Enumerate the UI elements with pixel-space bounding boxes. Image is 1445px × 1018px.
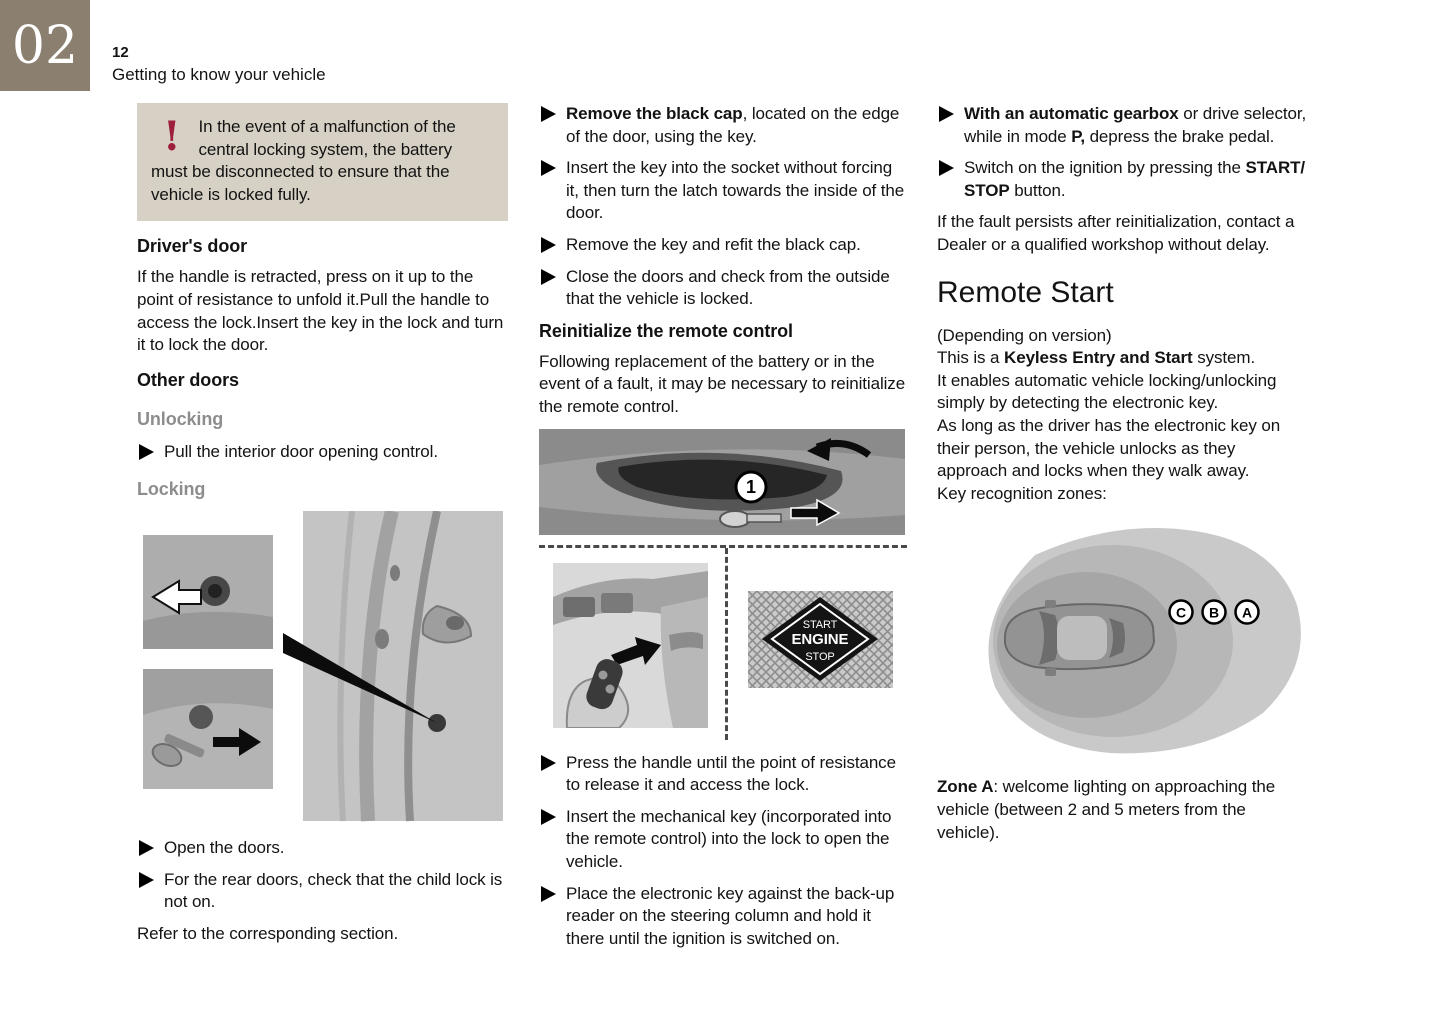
bullet-press-handle: [539, 752, 907, 797]
keyless-body-1: It enables automatic vehicle locking/unlocking simply by detecting the electronic key.: [937, 370, 1277, 413]
page-number: 12: [112, 44, 129, 61]
bullet-rest-text: , located on the edge of the door, using the key.: [566, 104, 900, 146]
column-left: [137, 103, 508, 956]
bullet-text: [964, 157, 1307, 202]
start-label: START: [802, 618, 838, 631]
start-stop-illustration: [748, 591, 893, 688]
bullet-arrow-icon: [139, 444, 154, 460]
zone-a-note-bold: Zone A: [937, 777, 994, 797]
bullet-automatic-gearbox: [937, 103, 1307, 148]
subheading-locking: Locking: [137, 479, 206, 500]
bullet-rest-text: button.: [1009, 180, 1066, 200]
door-lock-figure: [137, 511, 508, 823]
bullet-arrow-icon: [541, 755, 556, 771]
zone-a-label: [1236, 601, 1259, 624]
zone-b-label: [1203, 601, 1226, 624]
bullet-rest-text: or drive selector, while in mode: [964, 104, 1307, 146]
bullet-arrow-icon: [541, 886, 556, 902]
bullet-arrow-icon: [541, 106, 556, 122]
bullet-arrow-icon: [939, 160, 954, 176]
stop-label: STOP: [805, 650, 835, 663]
bullet-text: Open the doors.: [164, 838, 285, 858]
bullet-text: For the rear doors, check that the child lock is not on.: [164, 869, 503, 912]
bullet-rest-text: Switch on the ignition by pressing the: [964, 158, 1246, 178]
bullet-rest-text: depress the brake pedal.: [1084, 126, 1275, 146]
reinit-left-panel: [539, 548, 725, 740]
bullet-place-electronic-key: [539, 883, 907, 951]
key-reader-figure: [553, 563, 717, 728]
bullet-remove-black-cap: [539, 103, 907, 148]
key-zones-illustration: [975, 515, 1305, 760]
bullet-text: Place the electronic key against the back-up reader on the steering column and hold it there until the ignition is switched on.: [566, 883, 895, 948]
heading-remote-start: Remote Start: [937, 275, 1114, 309]
zone-a-note-rest: : welcome lighting on approaching the vehicle (between 2 and 5 meters from the vehicle).: [937, 777, 1276, 842]
bullet-arrow-icon: [541, 809, 556, 825]
zone-c-label: [1170, 601, 1193, 624]
svg-text:C: C: [1175, 604, 1187, 621]
fault-paragraph: If the fault persists after reinitialization, contact a Dealer or a qualified workshop without delay.: [937, 212, 1295, 255]
keyless-body-2: As long as the driver has the electronic key on their person, the vehicle unlocks as they approach and locks when they walk away.: [937, 415, 1281, 481]
intro-text: This is a: [937, 348, 1005, 368]
bullet-arrow-icon: [541, 237, 556, 253]
keyless-intro: [937, 347, 1307, 370]
bullet-close-doors: [539, 266, 907, 311]
refer-note: Refer to the corresponding section.: [137, 924, 399, 944]
bullet-open-doors: [137, 837, 508, 860]
bullet-switch-ignition: [937, 157, 1307, 202]
heading-drivers-door: Driver's door: [137, 236, 248, 257]
key-lock-image: [143, 669, 273, 789]
bullet-text: Press the handle until the point of resistance to release it and access the lock.: [566, 752, 896, 795]
start-stop-button-figure: [748, 591, 907, 688]
section-title: Getting to know your vehicle: [112, 65, 326, 84]
drivers-door-paragraph: If the handle is retracted, press on it up to the point of resistance to unfold it.Pull the handle to access the lock.Insert the key in the lock and turn it to lock the door.: [137, 267, 504, 355]
bullet-insert-mechanical-key: [539, 806, 907, 874]
bullet-text: Insert the key into the socket without forcing it, then turn the latch towards the inside of the door.: [566, 158, 905, 223]
door-handle-illustration: [539, 429, 905, 535]
engine-label: ENGINE: [791, 630, 849, 648]
bullet-bold-text: START/ STOP: [964, 158, 1306, 200]
chapter-tab: [0, 0, 90, 91]
bullet-text: [964, 103, 1307, 148]
intro-text: system.: [1192, 348, 1256, 368]
subheading-unlocking: Unlocking: [137, 408, 224, 429]
zone-a-note: [937, 776, 1307, 844]
svg-text:A: A: [1241, 604, 1253, 621]
intro-bold-text: Keyless Entry and Start: [1004, 348, 1193, 368]
figure-step-marker: [736, 472, 766, 502]
bullet-arrow-icon: [939, 106, 954, 122]
warning-exclamation-icon: !: [163, 113, 181, 160]
key-reader-illustration: [553, 563, 708, 728]
bullet-arrow-icon: [541, 160, 556, 176]
bullet-arrow-icon: [139, 840, 154, 856]
key-zones-figure: [975, 515, 1307, 760]
bullet-bold-text: P,: [1071, 126, 1085, 146]
bullet-bold-text: Remove the black cap: [566, 104, 743, 123]
warning-text: In the event of a malfunction of the central locking system, the battery must be disconnected to ensure that the vehicle is locked fully.: [151, 117, 456, 204]
svg-text:B: B: [1208, 604, 1220, 621]
reinitialize-paragraph: Following replacement of the battery or in the event of a fault, it may be necessary to reinitialize the remote control.: [539, 351, 906, 417]
lock-knob-image: [143, 535, 273, 649]
column-right: [937, 103, 1307, 844]
bullet-arrow-icon: [139, 872, 154, 888]
column-middle: [539, 103, 907, 960]
bullet-child-lock: [137, 869, 508, 914]
figure-step-number: 1: [746, 476, 756, 497]
bullet-bold-text: With an automatic gearbox: [964, 104, 1179, 123]
reinit-right-panel: [725, 548, 907, 740]
version-note: (Depending on version): [937, 325, 1112, 345]
bullet-text: Close the doors and check from the outside that the vehicle is locked.: [566, 266, 890, 309]
bullet-text: Pull the interior door opening control.: [164, 441, 438, 461]
bullet-text: Insert the mechanical key (incorporated into the remote control) into the lock to open the vehicle.: [566, 806, 892, 872]
keyless-body-3: Key recognition zones:: [937, 483, 1107, 503]
bullet-insert-key: [539, 157, 907, 225]
bullet-text: [566, 103, 907, 148]
bullet-text: Remove the key and refit the black cap.: [566, 235, 861, 255]
warning-box: [137, 103, 508, 221]
door-handle-figure: [539, 429, 907, 535]
bullet-pull-interior-control: [137, 441, 508, 464]
bullet-arrow-icon: [541, 269, 556, 285]
heading-other-doors: Other doors: [137, 369, 239, 390]
chapter-number: 02: [11, 15, 79, 76]
reinit-figure-panel: [539, 545, 907, 740]
door-lock-illustration: [137, 511, 503, 823]
bullet-remove-key: [539, 234, 907, 257]
heading-reinitialize: Reinitialize the remote control: [539, 320, 793, 341]
